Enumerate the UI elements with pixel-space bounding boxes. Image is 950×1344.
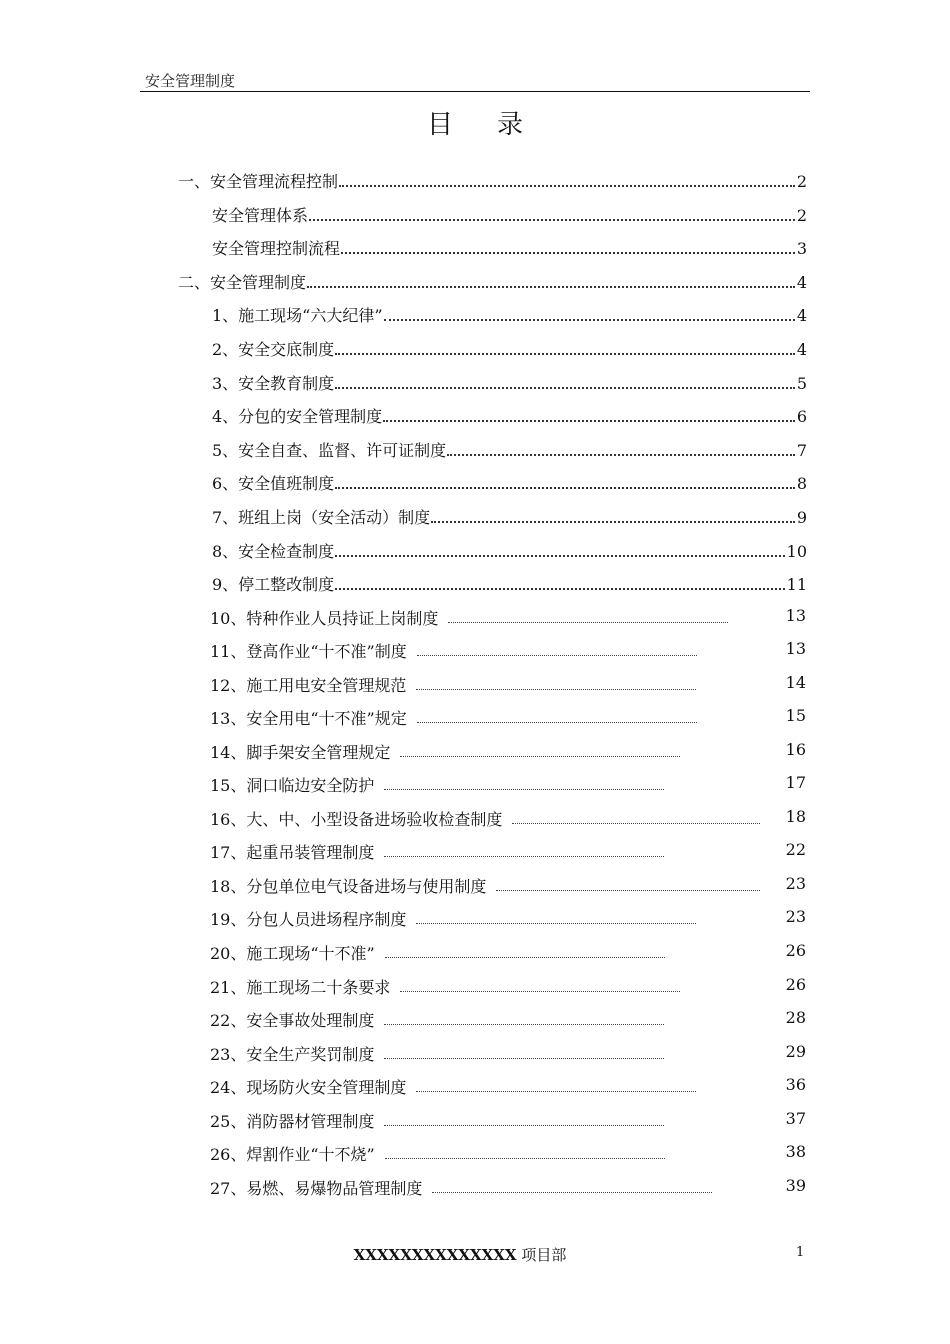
toc-entry[interactable] xyxy=(178,168,807,192)
toc-entry-label: 27、易燃、易爆物品管理制度 xyxy=(210,1178,423,1198)
toc-entry-page: 11 xyxy=(786,575,807,595)
toc-leader-dots xyxy=(416,1091,696,1092)
toc-entry-page: 26 xyxy=(785,974,806,994)
toc-entry-label: 22、安全事故处理制度 xyxy=(210,1011,375,1031)
toc-leader-dots xyxy=(384,856,664,857)
toc-leader-dots xyxy=(416,689,696,690)
toc-leader-dots xyxy=(384,319,795,321)
toc-entry-page: 23 xyxy=(785,907,806,927)
toc-entry-label: 13、安全用电“十不准”规定 xyxy=(210,709,407,729)
toc-leader-dots xyxy=(341,252,795,254)
toc-entry-page: 6 xyxy=(796,407,807,427)
toc-entry[interactable] xyxy=(212,336,807,360)
toc-entry-page: 28 xyxy=(785,1008,806,1028)
toc-entry[interactable] xyxy=(178,269,807,293)
toc-entry-page: 2 xyxy=(796,172,807,191)
toc-entry[interactable] xyxy=(212,202,807,226)
toc-entry-page: 39 xyxy=(785,1175,806,1195)
toc-entry-label: 8、安全检查制度 xyxy=(212,541,335,561)
toc-entry-label: 15、洞口临边安全防护 xyxy=(210,776,375,796)
toc-leader-dots xyxy=(384,789,664,790)
toc-entry[interactable] xyxy=(212,437,807,461)
toc-entry[interactable] xyxy=(212,504,807,528)
toc-entry-label: 11、登高作业“十不准”制度 xyxy=(210,642,407,662)
footer xyxy=(0,1244,920,1265)
toc-entry-page: 26 xyxy=(785,941,806,960)
toc-entry-page: 15 xyxy=(785,706,806,726)
toc-entry-label: 23、安全生产奖罚制度 xyxy=(210,1044,375,1064)
toc-entry-label: 7、班组上岗（安全活动）制度 xyxy=(212,508,431,527)
toc-entry-label: 安全管理体系 xyxy=(212,205,309,225)
toc-leader-dots xyxy=(339,185,795,187)
footer-project-name: XXXXXXXXXXXXXX xyxy=(353,1246,517,1264)
toc-leader-dots xyxy=(400,756,680,757)
toc-entry-page: 4 xyxy=(796,340,807,359)
toc-entry-page: 7 xyxy=(796,440,807,460)
toc-entry-label: 二、安全管理制度 xyxy=(178,272,307,292)
toc-entry[interactable] xyxy=(212,538,807,562)
toc-entry-page: 22 xyxy=(785,840,806,860)
toc-entry-label: 17、起重吊装管理制度 xyxy=(210,843,375,863)
toc-leader-dots xyxy=(416,923,696,924)
toc-entry-label: 21、施工现场二十条要求 xyxy=(210,977,391,997)
toc-entry-page: 4 xyxy=(796,272,807,292)
toc-entry-label: 一、安全管理流程控制 xyxy=(178,172,339,191)
toc-leader-dots xyxy=(307,286,795,288)
toc-entry-label: 3、安全教育制度 xyxy=(212,373,335,393)
toc-entry-page: 2 xyxy=(796,205,807,225)
toc-entry-page: 36 xyxy=(785,1075,806,1095)
toc-entry[interactable] xyxy=(212,571,807,595)
toc-leader-dots xyxy=(335,487,795,489)
toc-leader-dots xyxy=(335,588,784,590)
toc-leader-dots xyxy=(384,1058,664,1059)
toc-entry-page: 13 xyxy=(785,605,806,625)
toc-entry-label: 24、现场防火安全管理制度 xyxy=(210,1078,407,1098)
toc-entry-label: 10、特种作业人员持证上岗制度 xyxy=(210,608,439,628)
toc-leader-dots xyxy=(496,890,760,891)
header-divider xyxy=(140,91,810,92)
toc-entry-page: 38 xyxy=(785,1142,806,1162)
toc-leader-dots xyxy=(384,1024,664,1025)
toc-entry-label: 9、停工整改制度 xyxy=(212,575,335,595)
toc-entry[interactable] xyxy=(212,403,807,427)
toc-entry-page: 9 xyxy=(796,508,807,527)
toc-entry-label: 19、分包人员进场程序制度 xyxy=(210,910,407,930)
toc-entry[interactable] xyxy=(212,470,807,494)
toc-entry-label: 16、大、中、小型设备进场验收检查制度 xyxy=(210,809,503,829)
toc-title: 目录 xyxy=(426,110,567,140)
toc-entry-page: 29 xyxy=(785,1041,806,1061)
toc-leader-dots xyxy=(400,991,680,992)
toc-leader-dots xyxy=(448,622,728,623)
toc-entry-page: 18 xyxy=(785,806,806,826)
toc-leader-dots xyxy=(335,353,795,355)
toc-leader-dots xyxy=(385,1158,665,1159)
toc-entry-page: 37 xyxy=(785,1108,806,1128)
toc-entry-page: 16 xyxy=(785,739,806,759)
toc-leader-dots xyxy=(309,219,795,221)
toc-leader-dots xyxy=(447,454,795,456)
toc-entry-label: 6、安全值班制度 xyxy=(212,474,335,494)
toc-leader-dots xyxy=(431,521,795,523)
toc-entry-label: 2、安全交底制度 xyxy=(212,340,335,359)
toc-entry-page: 23 xyxy=(785,873,806,893)
page-number: 1 xyxy=(796,1245,805,1260)
toc-entry-page: 17 xyxy=(785,773,806,793)
toc-entry-label: 20、施工现场“十不准” xyxy=(210,944,375,963)
toc-entry-page: 3 xyxy=(796,239,807,259)
toc-entry-label: 5、安全自查、监督、许可证制度 xyxy=(212,440,447,460)
toc-entry-label: 25、消防器材管理制度 xyxy=(210,1111,375,1131)
toc-entry[interactable] xyxy=(212,235,807,259)
toc-entry-label: 14、脚手架安全管理规定 xyxy=(210,742,391,762)
header-title: 安全管理制度 xyxy=(145,72,236,90)
toc-entry-page: 5 xyxy=(796,373,807,393)
toc-entry-label: 4、分包的安全管理制度 xyxy=(212,407,383,427)
toc-leader-dots xyxy=(417,655,697,656)
toc-entry-label: 18、分包单位电气设备进场与使用制度 xyxy=(210,876,487,896)
toc-leader-dots xyxy=(384,1125,664,1126)
toc-entry-page: 13 xyxy=(785,639,806,659)
toc-entry-page: 10 xyxy=(786,541,807,561)
toc-leader-dots xyxy=(335,387,795,389)
toc-leader-dots xyxy=(417,722,697,723)
footer-project-suffix: 项目部 xyxy=(516,1246,567,1264)
toc-leader-dots xyxy=(512,823,760,824)
toc-entry-label: 1、施工现场“六大纪律” xyxy=(212,306,383,326)
toc-leader-dots xyxy=(385,957,665,958)
toc-entry-page: 8 xyxy=(796,474,807,494)
toc-leader-dots xyxy=(383,420,795,422)
toc-leader-dots xyxy=(432,1192,712,1193)
toc-entry-label: 12、施工用电安全管理规范 xyxy=(210,675,407,695)
toc-entry-page: 4 xyxy=(796,306,807,326)
toc-entry[interactable] xyxy=(212,370,807,394)
toc-entry[interactable] xyxy=(212,302,807,326)
toc-entry-label: 安全管理控制流程 xyxy=(212,239,341,259)
toc-leader-dots xyxy=(335,555,784,557)
toc-entry-page: 14 xyxy=(785,672,806,692)
toc-entry-label: 26、焊割作业“十不烧” xyxy=(210,1145,375,1165)
